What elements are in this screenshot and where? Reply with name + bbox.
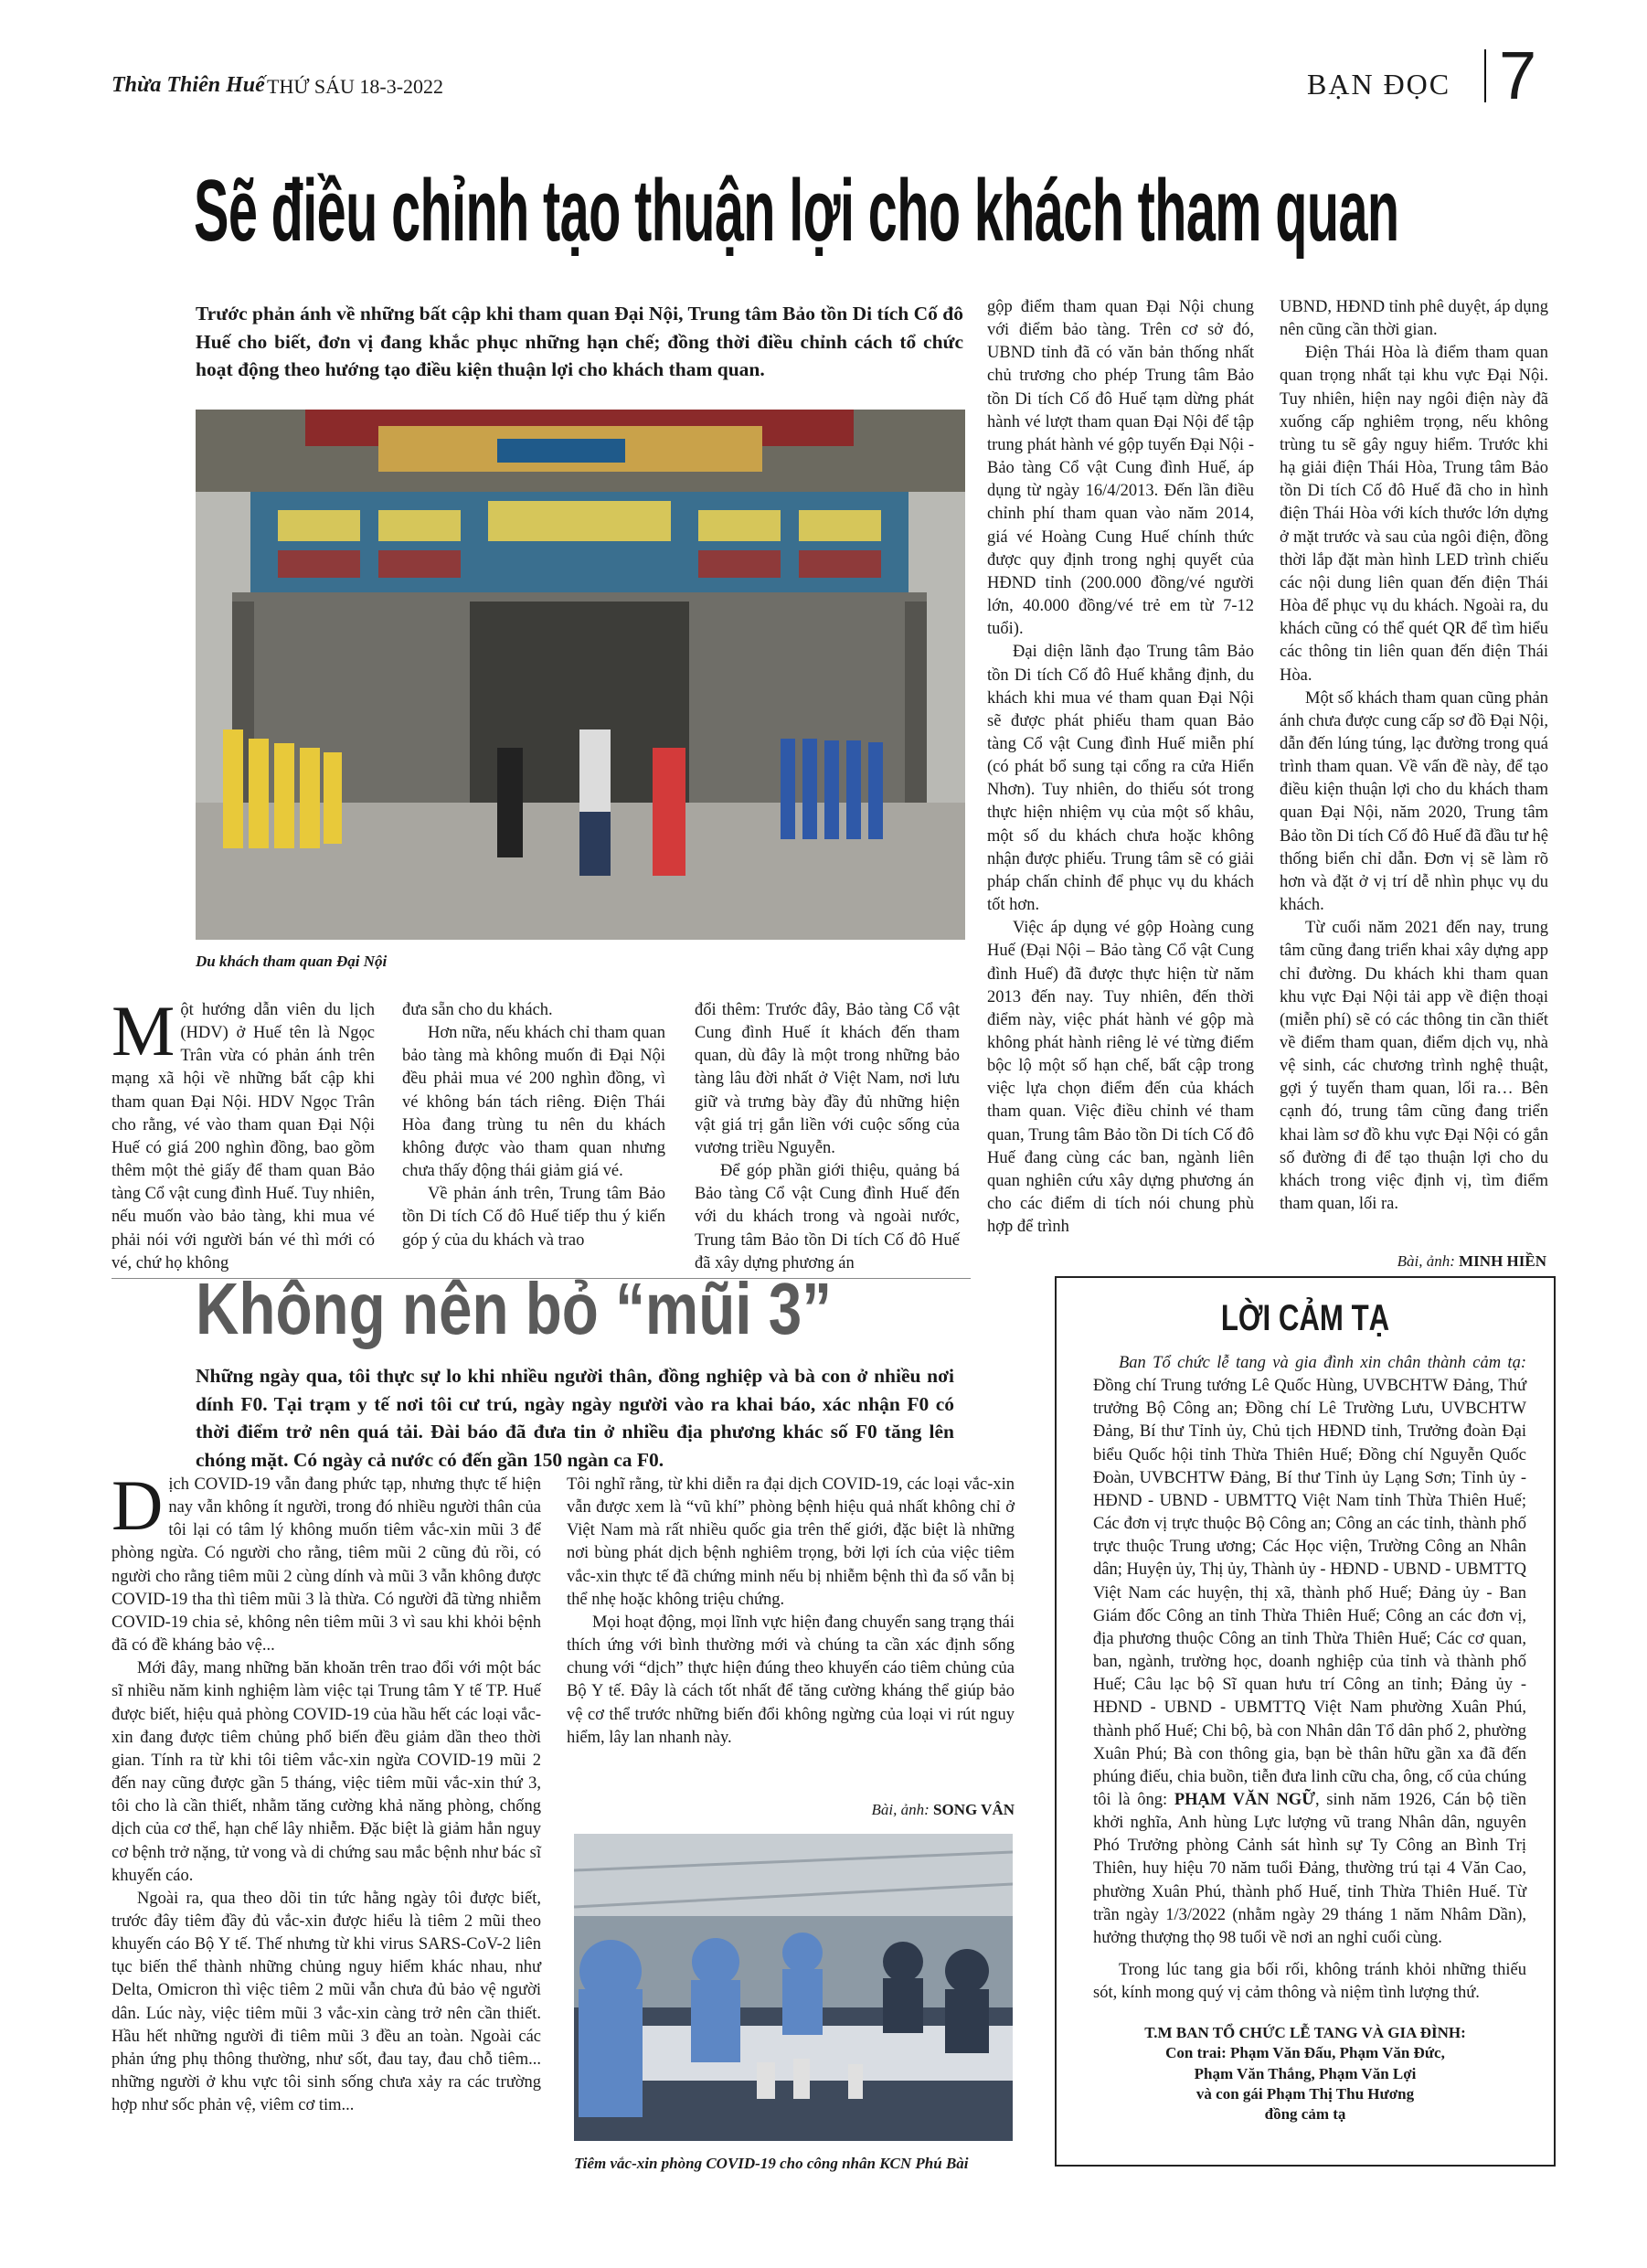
article2-byline: Bài, ảnh: SONG VÂN: [871, 1801, 1015, 1818]
article2-photo: [574, 1834, 1013, 2141]
article1-column-5: UBND, HĐND tỉnh phê duyệt, áp dụng nên cũng cần thời gian. Điện Thái Hòa là điểm tham quan quan trọng nhất tại khu vực Đại Nội. Tuy nhiên, hiện nay ngôi điện này đã xuống cấp nghiêm trọng, nếu không trùng tu sẽ gây nguy hiểm. Trước khi hạ giải điện Thái Hòa, Trung tâm Bảo tồn Di tích Cố đô Huế đã cho in hình điện Thái Hòa với kích thước lớn dựng ở mặt trước và sau của ngôi điện, đồng thời lắp đặt màn hình LED trình chiếu các nội dung liên quan đến điện Thái Hòa để phục vụ du khách. Ngoài ra, du khách cũng có thể quét QR để tìm hiểu các thông tin liên quan đến điện Thái Hòa. Một số khách tham quan cũng phản ánh chưa được cung cấp sơ đồ Đại Nội, dẫn đến lúng túng, lạc đường trong quá trình tham quan. Về vấn đề này, để tạo điều kiện thuận lợi cho du khách tham quan Đại Nội, năm 2020, Trung tâm Bảo tồn Di tích Cố đô Huế đã đầu tư hệ thống biển chỉ dẫn. Đơn vị sẽ làm rõ hơn và đặt ở vị trí dễ nhìn phục vụ du khách. Từ cuối năm 2021 đến nay, trung tâm cũng đang triển khai xây dựng app chỉ đường. Du khách khi tham quan khu vực Đại Nội tải app về điện thoại (miễn phí) sẽ có các thông tin cần thiết về điểm tham quan, điểm dịch vụ, nhà vệ sinh, các chương trình nghệ thuật, gợi ý tuyến tham quan, lối ra… Bên cạnh đó, trung tâm cũng đang triển khai làm sơ đồ khu vực Đại Nội có gắn số đường đi để tạo thuận lợi cho du khách trong việc định vị, tìm điểm tham quan, lối ra.: [1280, 298, 1548, 1214]
article2-column-2: Tôi nghĩ rằng, từ khi diễn ra đại dịch COVID-19, các loại vắc-xin vẫn được xem là “vũ khí” phòng bệnh hiệu quả nhất không chỉ ở Việt Nam mà rất nhiều quốc gia trên thế giới, đặc biệt là những nơi bùng phát dịch bệnh nghiêm trọng, bởi lợi ích của việc tiêm vắc-xin thực tế đã chứng minh nếu bị nhiễm bệnh thì đa số vẫn bị thể nhẹ hoặc không triệu chứng. Mọi hoạt động, mọi lĩnh vực hiện đang chuyển sang trạng thái thích ứng với bình thường mới và chúng ta cần xác định sống chung với “dịch” thực hiện đúng theo khuyến cáo tiêm chủng của Bộ Y tế. Đây là cách tốt nhất để tăng cường kháng thể giúp bảo vệ cơ thể trước những biến đổi không ngừng của loại vi rút nguy hiểm, lây lan nhanh này.: [567, 1475, 1015, 1747]
drop-cap-d: D: [112, 1465, 164, 1545]
palace-photo-illustration: [196, 410, 965, 940]
article1-byline: Bài, ảnh: MINH HIỀN: [1397, 1252, 1546, 1270]
article1-column-1: [112, 991, 375, 1275]
vaccination-photo-illustration: [574, 1834, 1013, 2141]
page-number: 7: [1499, 37, 1537, 113]
article1-column-4: gộp điểm tham quan Đại Nội chung với điểm bảo tàng. Trên cơ sở đó, UBND tỉnh đã có văn bản thống nhất chủ trương cho phép Trung tâm Bảo tồn Di tích Cố đô Huế tạm dừng phát hành vé lượt tham quan Đại Nội để tập trung phát hành vé gộp tuyến Đại Nội - Bảo tàng Cổ vật Cung đình Huế, áp dụng từ ngày 16/4/2013. Đến lần điều chỉnh phí tham quan vào năm 2014, giá vé Hoàng Cung Huế chính thức được quy định trong nghị quyết của HĐND tỉnh (200.000 đồng/vé người lớn, 40.000 đồng/vé trẻ em từ 7-12 tuổi). Đại diện lãnh đạo Trung tâm Bảo tồn Di tích Cố đô Huế khẳng định, du khách khi mua vé tham quan Đại Nội sẽ được phát phiếu tham quan Bảo tàng Cổ vật Cung đình Huế miễn phí (có phát bổ sung tại cổng ra cửa Hiển Nhơn). Tuy nhiên, do thiếu sót trong thực hiện nhiệm vụ của một số khâu, một số du khách chưa hoặc không nhận được phiếu. Trung tâm sẽ có giải pháp chấn chỉnh để phục vụ du khách tốt hơn. Việc áp dụng vé gộp Hoàng cung Huế (Đại Nội – Bảo tàng Cổ vật Cung đình Huế) đã được thực hiện từ năm 2013 đến nay. Tuy nhiên, đến thời điểm này, việc phát hành vé gộp mà không phát hành riêng lẻ vé từng điểm bộc lộ một số hạn chế, bất cập trong việc lựa chọn điểm đến của khách tham quan. Việc điều chỉnh vé tham quan, Trung tâm Bảo tồn Di tích Cố đô Huế đang cùng các ban, ngành liên quan nghiên cứu xây dựng phương án cho các điểm di tích nói chung phù hợp để trình: [987, 298, 1254, 1237]
notice-body: Ban Tổ chức lễ tang và gia đình xin chân thành cảm tạ: Đồng chí Trung tướng Lê Quốc Hùng, UVBCHTW Đảng, Thứ trưởng Bộ Công an; Đồng chí Lê Trường Lưu, UVBCHTW Đảng, Bí thư Tỉnh ủy, Chủ tịch HĐND tỉnh, Trưởng đoàn Đại biểu Quốc hội tỉnh Thừa Thiên Huế; Đồng chí Nguyễn Quốc Đoàn, UVBCHTW Đảng, Bí thư Tỉnh ủy Lạng Sơn; Tỉnh ủy - HĐND - UBND - UBMTTQ Việt Nam tỉnh Thừa Thiên Huế; Các đơn vị trực thuộc Bộ Công an; Công an các tỉnh, thành phố trực thuộc Trung ương; Các Học viện, Trường Công an Nhân dân; Huyện ủy, Thị ủy, Thành ủy - HĐND - UBND - UBMTTQ Việt Nam các huyện, thị xã, thành phố Huế; Đảng ủy - Ban Giám đốc Công an tỉnh Thừa Thiên Huế; Công an các đơn vị, địa phương thuộc Công an tỉnh Thừa Thiên Huế; Các cơ quan, ban, ngành, trường học, doanh nghiệp của tỉnh và thành phố Huế; Câu lạc bộ Sĩ quan hưu trí Công an tỉnh; Đảng ủy - HĐND - UBND - UBMTTQ Việt Nam phường Xuân Phú, thành phố Huế; Chi bộ, bà con Nhân dân Tổ dân phố 2, phường Xuân Phú; Bà con thông gia, bạn bè thân hữu gần xa đã đến phúng điếu, chia buồn, tiễn đưa linh cữu cha, ông, cố của chúng tôi là ông: PHẠM VĂN NGỮ, sinh năm 1926, Cán bộ tiền khởi nghĩa, Anh hùng Lực lượng vũ trang Nhân dân, nguyên Phó Trưởng phòng Cảnh sát hình sự Ty Công an Bình Trị Thiên, huy hiệu 70 năm tuổi Đảng, thường trú tại 4 Văn Cao, phường Xuân Phú, thành phố Huế, tỉnh Thừa Thiên Huế. Từ trần ngày 1/3/2022 (nhằm ngày 29 tháng 1 năm Nhâm Dần), hưởng thượng thọ 98 tuổi về nơi an nghỉ cuối cùng. Trong lúc tang gia bối rối, không tránh khỏi những thiếu sót, kính mong quý vị cảm thông và niệm tình lượng thứ.: [1093, 1354, 1527, 2003]
article1-column-2: đưa sẵn cho du khách. Hơn nữa, nếu khách chỉ tham quan bảo tàng mà không muốn đi Đại Nội đều phải mua vé 200 nghìn đồng, vì vé không bán tách riêng. Điện Thái Hòa đang trùng tu nên du khách không được vào tham quan nhưng chưa thấy động thái giảm giá vé. Về phản ánh trên, Trung tâm Bảo tồn Di tích Cố đô Huế tiếp thu ý kiến góp ý của du khách và trao: [402, 1001, 665, 1250]
article2-photo-caption: Tiêm vắc-xin phòng COVID-19 cho công nhân KCN Phú Bài: [574, 2155, 969, 2172]
section-name: BẠN ĐỌC: [1307, 68, 1451, 101]
issue-date: THỨ SÁU 18-3-2022: [267, 75, 444, 98]
condolence-notice-box: [1055, 1276, 1556, 2167]
article1-lede: Trước phản ánh về những bất cập khi tham quan Đại Nội, Trung tâm Bảo tồn Di tích Cố đô Huế cho biết, đơn vị đang khắc phục những hạn chế; đồng thời điều chỉnh cách tổ chức hoạt động theo hướng tạo điều kiện thuận lợi cho khách tham quan.: [196, 303, 963, 381]
article2-lede: Những ngày qua, tôi thực sự lo khi nhiều người thân, đồng nghiệp và bà con ở nhiều nơi dính F0. Tại trạm y tế nơi tôi cư trú, ngày ngày người vào ra khai báo, xác nhận F0 có thời điểm trở nên quá tải. Đài báo đã đưa tin ở nhiều địa phương khác số F0 tăng lên chóng mặt. Có ngày cả nước có đến gần 150 ngàn ca F0.: [196, 1365, 954, 1471]
article1-col1-text: ột hướng dẫn viên du lịch (HDV) ở Huế tên là Ngọc Trân vừa có phản ánh trên mạng xã hội về những bất cập khi tham quan Đại Nội. HDV Ngọc Trân cho rằng, vé vào tham quan Đại Nội Huế có giá 200 nghìn đồng, bao gồm thêm một thẻ giấy để tham quan Bảo tàng Cổ vật cung đình Huế. Tuy nhiên, nếu muốn vào bảo tàng, khi mua vé phải nói với người bán vé thì mới có vé, chứ họ không: [112, 1001, 375, 1272]
paper-name: Thừa Thiên Huế: [112, 73, 265, 97]
article1-photo: [196, 410, 965, 940]
notice-title: LỜI CẢM TẠ: [1220, 1298, 1390, 1338]
article1-column-3: đổi thêm: Trước đây, Bảo tàng Cổ vật Cung đình Huế ít khách đến tham quan, dù đây là một trong những bảo tàng lâu đời nhất ở Việt Nam, nơi lưu giữ và trưng bày đầy đủ những hiện vật giá trị gắn liền với cuộc sống của vương triều Nguyễn. Để góp phần giới thiệu, quảng bá Bảo tàng Cổ vật Cung đình Huế đến với du khách trong và ngoài nước, Trung tâm Bảo tồn Di tích Cố đô Huế đã xây dựng phương án: [695, 1001, 960, 1272]
article1-headline: Sẽ điều chỉnh tạo thuận lợi cho khách tham quan: [194, 162, 1399, 260]
article2-headline: Không nên bỏ “mũi 3”: [196, 1268, 833, 1349]
drop-cap-m: M: [112, 991, 175, 1070]
article2-column-1: Dịch COVID-19 vẫn đang phức tạp, nhưng thực tế hiện nay vẫn không ít người, trong đó nhiều người thân của tôi lại có tâm lý không muốn tiêm vắc-xin mũi 3 để phòng ngừa. Có người cho rằng, tiêm mũi 2 cũng đủ rồi, có người cho rằng tiêm mũi 2 cùng dính và mũi 3 vẫn không được COVID-19 tha thì tiêm mũi 3 là thừa. Có người đã từng nhiễm COVID-19 chia sẻ, không nên tiêm mũi 3 vì sau khi khỏi bệnh đã có đề kháng bảo vệ... Mới đây, mang những băn khoăn trên trao đổi với một bác sĩ nhiều năm kinh nghiệm làm việc tại Trung tâm Y tế TP. Huế được biết, hiệu quả phòng COVID-19 của hầu hết các loại vắc-xin đang được tiêm chủng phổ biến đều giảm dần theo thời gian. Tính ra từ khi tôi tiêm vắc-xin ngừa COVID-19 mũi 2 đến nay cũng được gần 5 tháng, việc tiêm mũi vắc-xin thứ 3, tôi cho là cần thiết, nhằm tăng cường khả năng phòng, chống dịch của cơ thể, hạn chế lây nhiễm. Đặc biệt là giảm hẳn nguy cơ bệnh trở nặng, tử vong và di chứng sau mắc bệnh như bác sĩ khuyến cáo. Ngoài ra, qua theo dõi tin tức hằng ngày tôi được biết, trước đây tiêm đầy đủ vắc-xin được hiểu là tiêm 2 mũi theo khuyến cáo Bộ Y tế. Thế nhưng từ khi virus SARS-CoV-2 liên tục biến thể thành những chủng nguy hiểm khác nhau, như Delta, Omicron thì việc tiêm 2 mũi vẫn chưa đủ bảo vệ người dân. Lúc này, việc tiêm mũi 3 vắc-xin càng trở nên cần thiết. Hầu hết những người đi tiêm mũi 3 đều an toàn. Ngoài các phản ứng phụ thông thường, như sốt, đau tay, đau chỗ tiêm... những người ở khu vực tôi sinh sống chưa xảy ra các trường hợp như sốc phản vệ, viêm cơ tim...: [112, 1465, 541, 2115]
notice-signature: T.M BAN TỔ CHỨC LỄ TANG VÀ GIA ĐÌNH: Con trai: Phạm Văn Đấu, Phạm Văn Đức, Phạm Văn Thắng, Phạm Văn Lợi và con gái Phạm Thị Thu Hương đồng cảm tạ: [1144, 2024, 1466, 2123]
article1-photo-caption: Du khách tham quan Đại Nội: [196, 953, 388, 970]
deceased-name: PHẠM VĂN NGỮ: [1174, 1790, 1315, 1809]
header-divider: [1484, 49, 1486, 102]
